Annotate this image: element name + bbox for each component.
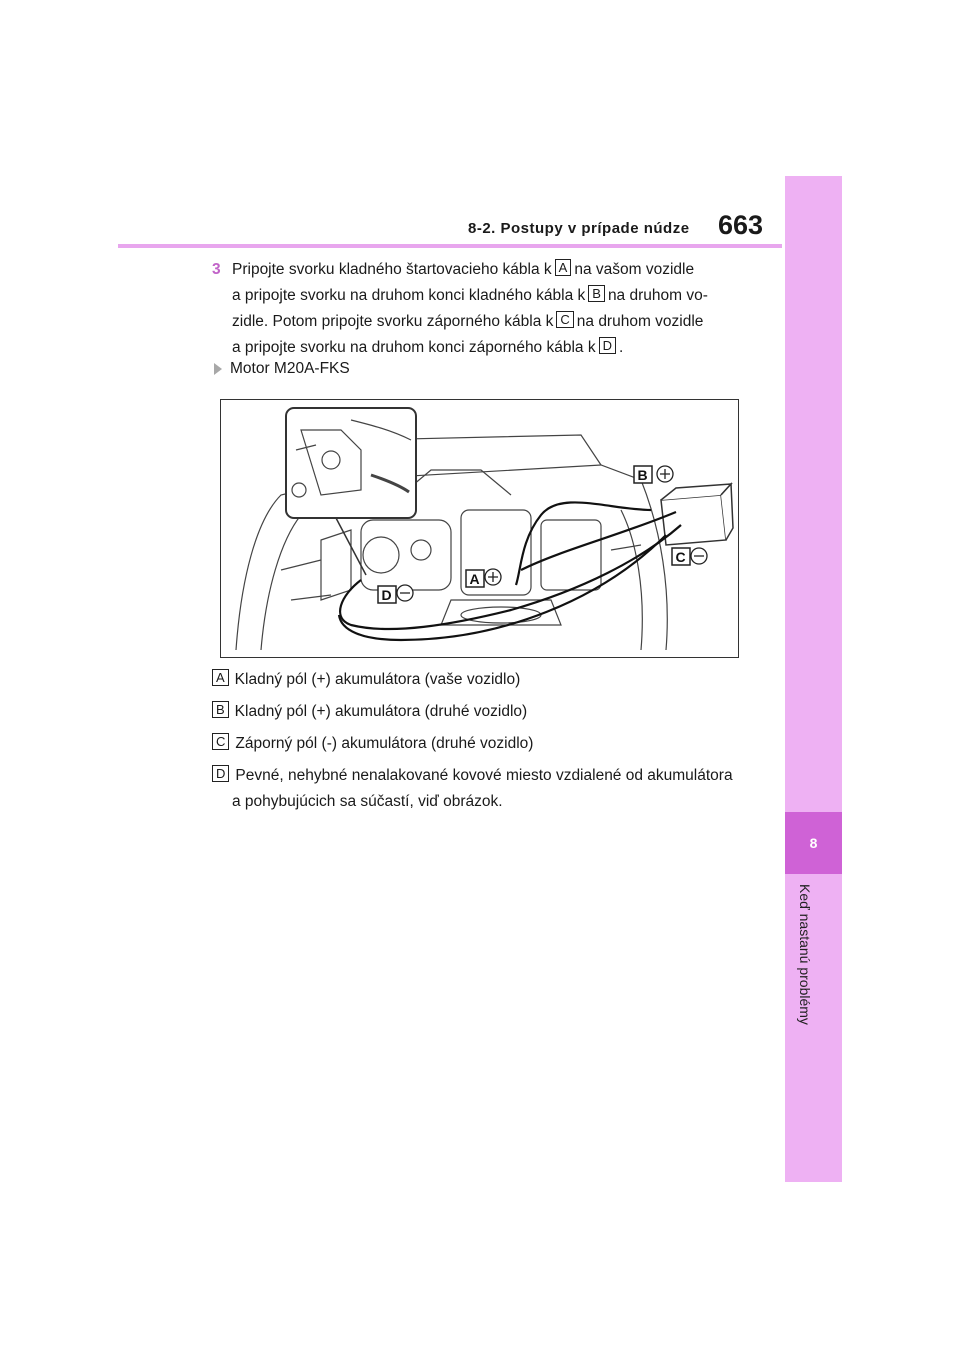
figure-label-c: C — [675, 549, 686, 565]
figure-label-b: B — [637, 467, 648, 483]
legend-text: Kladný pól (+) akumulátora (druhé vozidlo) — [234, 703, 528, 720]
legend-key: C — [212, 733, 229, 750]
motor-variant — [214, 360, 350, 378]
legend-key: B — [212, 701, 229, 718]
key-c-label: C — [556, 311, 573, 328]
side-tab — [785, 176, 842, 1182]
step-line-1: Pripojte svorku kladného štartovacieho kábla k A na vašom vozidle — [232, 260, 695, 278]
legend-item-c — [212, 731, 772, 757]
legend-key: A — [212, 669, 229, 686]
legend-key: D — [212, 765, 229, 782]
motor-label: Motor M20A-FKS — [230, 360, 350, 377]
engine-bay-figure — [220, 399, 739, 658]
key-b-label: B — [588, 285, 605, 302]
step-line-4: a pripojte svorku na druhom konci záporného kábla k D . — [232, 338, 624, 356]
figure-label-a: A — [469, 571, 480, 587]
chapter-number-box — [785, 812, 842, 874]
section-title: 8-2. Postupy v prípade núdze — [468, 220, 690, 237]
legend-item-b — [212, 699, 772, 725]
step-paragraph — [232, 257, 752, 361]
chapter-title: Keď nastanú problémy — [797, 884, 813, 1025]
triangle-bullet-icon — [214, 363, 222, 375]
engine-bay-illustration — [221, 400, 739, 658]
chapter-number: 8 — [809, 835, 818, 851]
step-line-2: a pripojte svorku na druhom konci kladného kábla k B na druhom vo- — [232, 286, 708, 304]
legend-text: Záporný pól (-) akumulátora (druhé vozidlo) — [235, 735, 534, 752]
page-number: 663 — [718, 210, 764, 240]
legend-text: Kladný pól (+) akumulátora (vaše vozidlo) — [234, 671, 521, 688]
key-d-label: D — [599, 337, 616, 354]
figure-label-d: D — [381, 587, 392, 603]
legend-text: Pevné, nehybné nenalakované kovové miesto vzdialené od akumulátora — [235, 767, 733, 784]
step-number: 3 — [212, 261, 221, 278]
legend-item-a — [212, 667, 772, 693]
step-line-3: zidle. Potom pripojte svorku záporného kábla k C na druhom vozidle — [232, 312, 704, 330]
legend-item-d — [212, 763, 772, 815]
legend-text-continued: a pohybujúcich sa súčastí, viď obrázok. — [232, 793, 503, 810]
key-a-label: A — [555, 259, 572, 276]
header-rule — [118, 244, 782, 248]
